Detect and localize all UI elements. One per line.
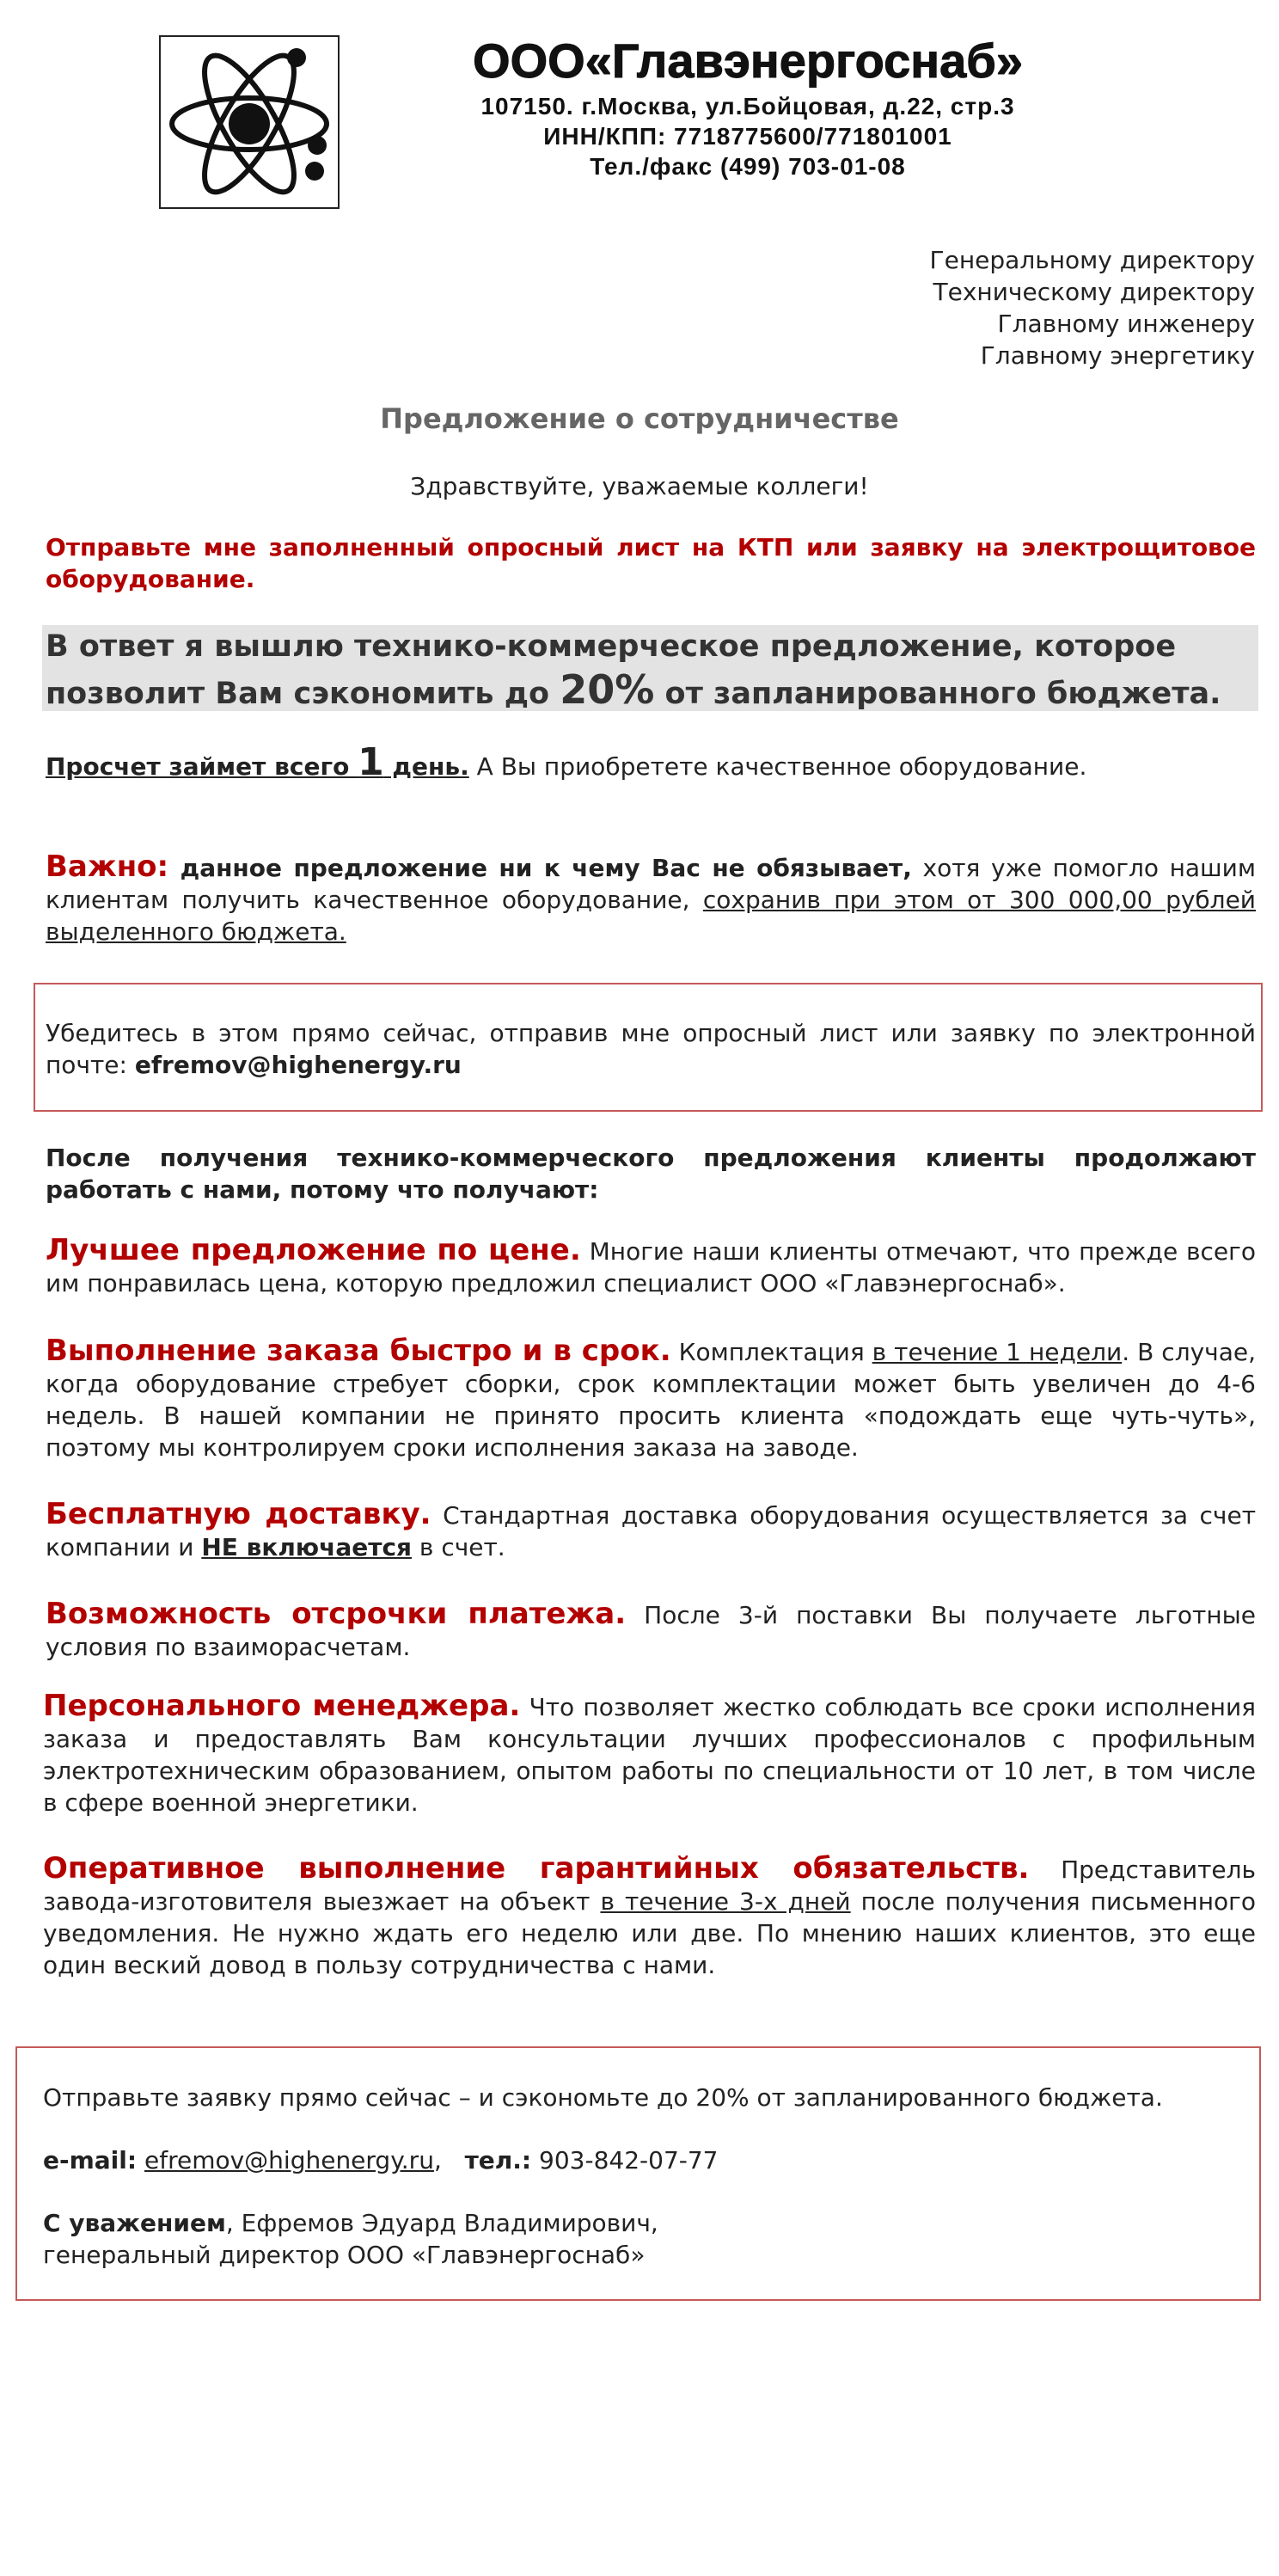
important-text: хотя уже помогло нашим клиентам получить качественное оборудование, bbox=[46, 854, 1256, 914]
greeting: Здравствуйте, уважаемые коллеги! bbox=[410, 472, 869, 500]
company-inn: ИНН/КПП: 7718775600/771801001 bbox=[543, 123, 952, 150]
benefit-underlined: НЕ включается bbox=[201, 1533, 413, 1561]
check-box-text: Убедитесь в этом прямо сейчас, отправив мне опросный лист или заявку по электронной почте: bbox=[46, 1019, 1256, 1079]
calc-emphasis bbox=[46, 740, 469, 784]
page-title: Предложение о сотрудничестве bbox=[380, 402, 899, 435]
footer-email-link[interactable]: efremov@highenergy.ru bbox=[144, 2146, 434, 2174]
callout-text bbox=[46, 625, 1256, 715]
benefit-text: После 3-й поставки Вы получаете льготные условия по взаиморасчетам. bbox=[46, 1601, 1256, 1661]
check-email-link[interactable]: efremov@highenergy.ru bbox=[134, 1051, 462, 1079]
benefit-text: Комплектация bbox=[670, 1338, 872, 1366]
benefit-text: Что позволяет жестко соблюдать все сроки исполнения заказа и предоставлять Вам консультации лучших профессионалов с профильным электротехническим образованием, опытом работы по специальности от 10 лет, в том числе в сфере военной энергетики. bbox=[43, 1693, 1256, 1817]
company-logo bbox=[159, 35, 340, 209]
addressee: Главному инженеру bbox=[997, 310, 1255, 338]
footer-phone: 903-842-07-77 bbox=[539, 2146, 719, 2174]
benefit-title: Выполнение заказа быстро и в срок. bbox=[46, 1334, 671, 1368]
email-label: e-mail: bbox=[43, 2146, 138, 2174]
benefit-title: Оперативное выполнение гарантийных обязательств. bbox=[43, 1851, 1030, 1886]
company-phone: Тел./факс (499) 703-01-08 bbox=[590, 153, 906, 180]
addressee: Главному энергетику bbox=[980, 341, 1255, 370]
signer-position: генеральный директор ООО «Главэнергоснаб» bbox=[43, 2241, 646, 2269]
phone-label: тел.: bbox=[464, 2146, 532, 2174]
check-text bbox=[46, 1017, 1256, 1081]
benefit-underlined: в течение 1 недели bbox=[872, 1338, 1123, 1366]
benefit-text: после получения письменного уведомления. Не нужно ждать его неделю или две. По мнению наших клиентов, это еще один веский довод в пользу сотрудничества с нами. bbox=[43, 1887, 1256, 1979]
footer-contacts bbox=[43, 2144, 1246, 2176]
benefit-text: Стандартная доставка оборудования осуществляется за счет компании и bbox=[46, 1501, 1257, 1561]
addressee: Генеральному директору bbox=[929, 246, 1255, 274]
callout-part1: В ответ я вышлю технико-коммерческое предложение, которое позволит Вам сэкономить до bbox=[46, 629, 1177, 711]
calc-number: 1 bbox=[358, 740, 384, 784]
benefit-text: Многие наши клиенты отмечают, что прежде всего им понравилась цена, которую предложил специалист ООО «Главэнергоснаб». bbox=[46, 1237, 1257, 1297]
important-label: Важно: bbox=[46, 849, 169, 884]
benefit-speed bbox=[46, 1335, 1256, 1463]
benefit-title: Лучшее предложение по цене. bbox=[46, 1233, 581, 1267]
calc-part2: день. bbox=[383, 752, 469, 781]
benefit-deferral bbox=[46, 1598, 1256, 1663]
callout-part2: от запланированного бюджета. bbox=[654, 677, 1221, 711]
important-paragraph bbox=[46, 851, 1256, 948]
calc-line bbox=[46, 740, 1256, 784]
benefit-title: Бесплатную доставку. bbox=[46, 1497, 431, 1531]
footer-signature bbox=[43, 2207, 1246, 2271]
footer-cta: Отправьте заявку прямо сейчас – и сэкономьте до 20% от запланированного бюджета. bbox=[43, 2083, 1163, 2112]
benefits-intro: После получения технико-коммерческого предложения клиенты продолжают работать с нами, потому что получают: bbox=[46, 1144, 1256, 1204]
benefit-text: Представитель завода-изготовителя выезжает на объект bbox=[43, 1855, 1257, 1916]
benefit-price bbox=[46, 1235, 1256, 1299]
signer-name: , Ефремов Эдуард Владимирович, bbox=[225, 2209, 658, 2237]
company-name: ООО«Главэнергоснаб» bbox=[473, 34, 1023, 88]
calc-rest: А Вы приобретете качественное оборудование. bbox=[468, 752, 1087, 781]
company-header bbox=[404, 31, 1092, 181]
important-underlined: сохранив при этом от 300 000,00 рублей выделенного бюджета. bbox=[46, 886, 1257, 946]
benefit-manager bbox=[43, 1690, 1256, 1819]
benefit-delivery bbox=[46, 1499, 1256, 1563]
callout-percent: 20% bbox=[560, 666, 655, 713]
signature-line bbox=[43, 2207, 1246, 2239]
important-bold: данное предложение ни к чему Вас не обязывает, bbox=[168, 854, 912, 882]
contacts-separator: , bbox=[433, 2146, 442, 2174]
benefit-title: Персонального менеджера. bbox=[43, 1689, 521, 1723]
addressee: Техническому директору bbox=[933, 278, 1255, 306]
benefit-text: в счет. bbox=[412, 1533, 505, 1561]
regards-label: С уважением bbox=[43, 2209, 226, 2237]
benefit-warranty bbox=[43, 1853, 1256, 1981]
addressee-list bbox=[930, 244, 1255, 371]
atom-icon bbox=[161, 37, 338, 207]
benefit-title: Возможность отсрочки платежа. bbox=[46, 1597, 627, 1631]
request-text: Отправьте мне заполненный опросный лист на КТП или заявку на электрощитовое оборудование. bbox=[46, 533, 1256, 593]
benefit-text: . В случае, когда оборудование стребует сборки, срок комплектации может быть увеличен до 4-6 недель. В нашей компании не принято просить клиента «подождать еще чуть-чуть», поэтому мы контролируем сроки исполнения заказа на заводе. bbox=[46, 1338, 1256, 1462]
company-address: 107150. г.Москва, ул.Бойцовая, д.22, стр.3 bbox=[480, 93, 1015, 120]
calc-part1: Просчет займет всего bbox=[46, 752, 358, 781]
benefit-underlined: в течение 3-х дней bbox=[600, 1887, 851, 1916]
